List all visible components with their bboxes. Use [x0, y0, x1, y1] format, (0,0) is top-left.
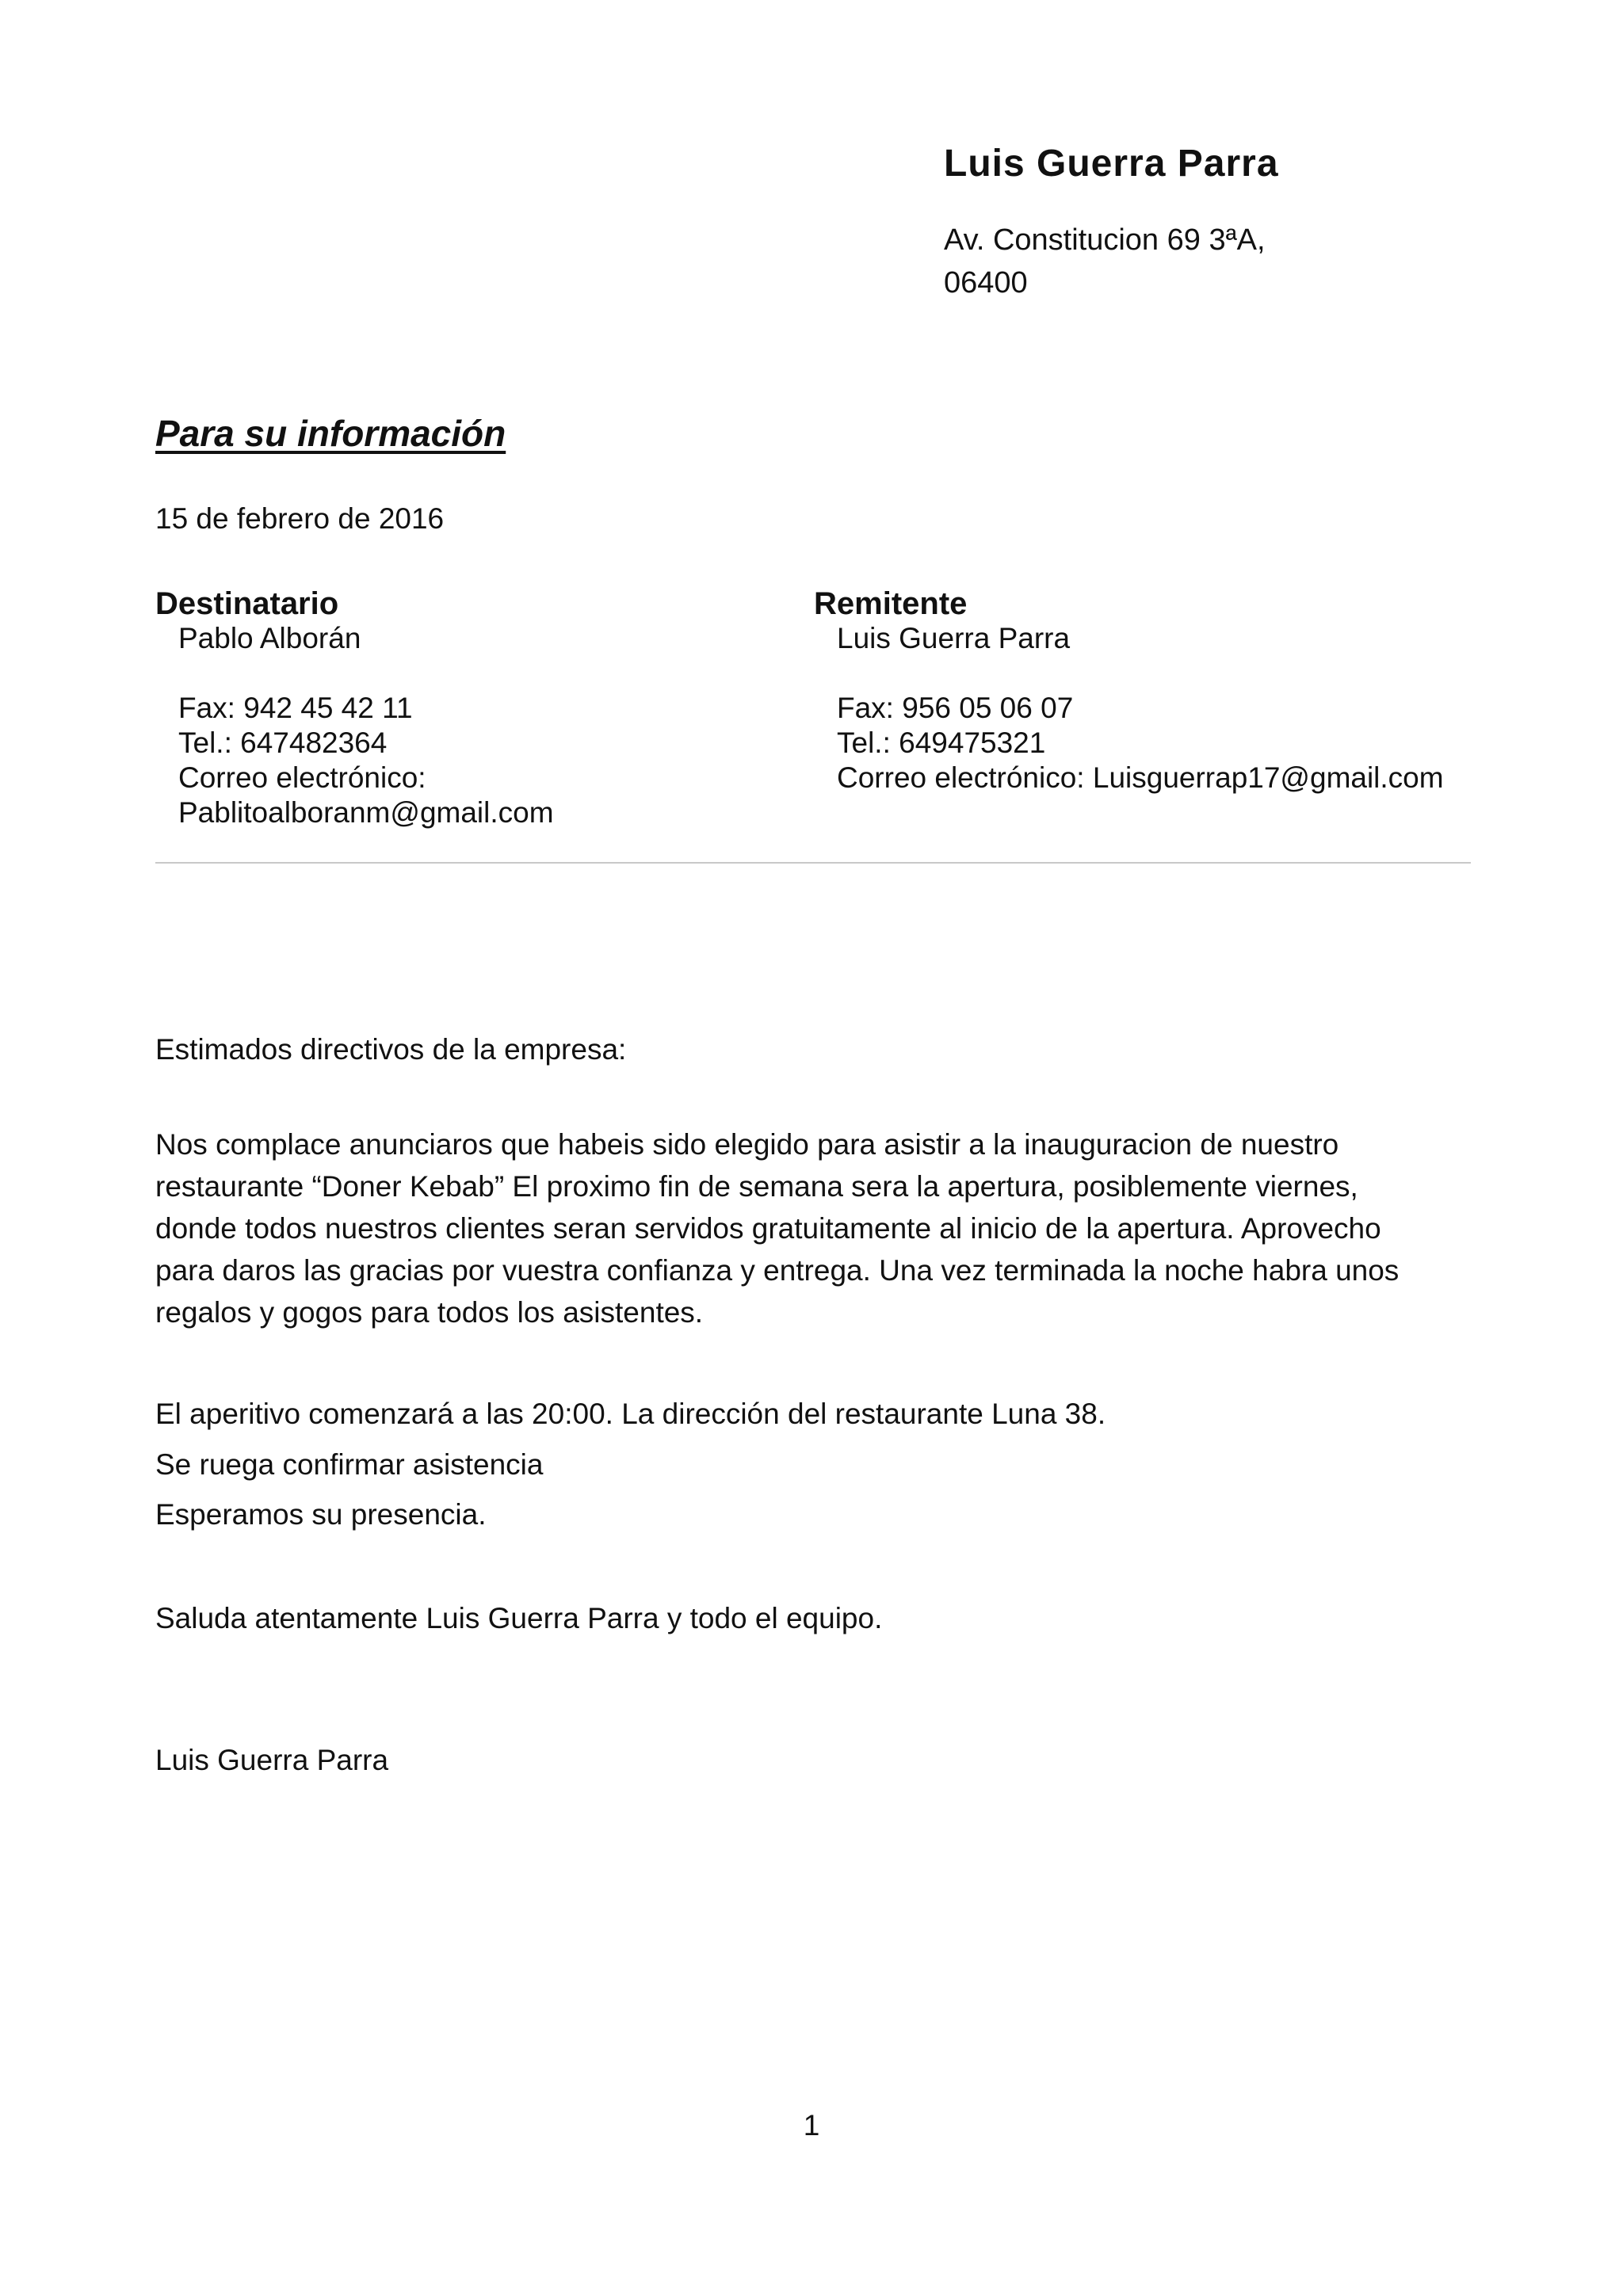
letterhead-address-line1: Av. Constitucion 69 3ªA,: [944, 223, 1266, 257]
paragraph-line: restaurante “Doner Kebab” El proximo fin de semana sera la apertura, posiblemente viernes,: [155, 1170, 1358, 1203]
document-title: Para su información: [155, 413, 506, 454]
letterhead: [944, 141, 1499, 304]
page-number: 1: [803, 2109, 820, 2142]
spacer: [178, 656, 805, 691]
sender-name: Luis Guerra Parra: [837, 622, 1071, 654]
letter-closing: Saluda atentamente Luis Guerra Parra y todo el equipo.: [155, 1602, 883, 1634]
recipient-details: [155, 621, 805, 830]
spacer: [837, 656, 1464, 691]
paragraph-line: Nos complace anunciaros que habeis sido elegido para asistir a la inauguracion de nuestro: [155, 1128, 1339, 1161]
sender-details: [814, 621, 1464, 795]
recipient-email-label: Correo electrónico:: [178, 761, 426, 794]
separator-line: [155, 862, 1471, 864]
letterhead-address-line2: 06400: [944, 265, 1028, 299]
letterhead-name: Luis Guerra Parra: [944, 143, 1279, 185]
recipient-block: [155, 586, 805, 830]
letter-aperitivo-line: El aperitivo comenzará a las 20:00. La dirección del restaurante Luna 38.: [155, 1398, 1106, 1430]
recipient-heading: Destinatario: [155, 586, 339, 621]
sender-fax: Fax: 956 05 06 07: [837, 692, 1074, 724]
sender-email: Correo electrónico: Luisguerrap17@gmail.com: [837, 761, 1444, 794]
letterhead-address: [944, 219, 1499, 304]
document-date: 15 de febrero de 2016: [155, 502, 445, 535]
paragraph-line: donde todos nuestros clientes seran servidos gratuitamente al inicio de la apertura. Aprovecho: [155, 1212, 1381, 1245]
recipient-tel: Tel.: 647482364: [178, 727, 388, 759]
recipient-email: Pablitoalboranm@gmail.com: [178, 796, 554, 829]
sender-block: [814, 586, 1464, 795]
sender-heading: Remitente: [814, 586, 968, 621]
paragraph-line: regalos y gogos para todos los asistentes.: [155, 1296, 704, 1329]
letter-salutation: Estimados directivos de la empresa:: [155, 1033, 627, 1066]
paragraph-line: para daros las gracias por vuestra confianza y entrega. Una vez terminada la noche habra unos: [155, 1254, 1400, 1287]
recipient-fax: Fax: 942 45 42 11: [178, 692, 413, 724]
letter-presence-line: Esperamos su presencia.: [155, 1498, 487, 1531]
letter-confirm-line: Se ruega confirmar asistencia: [155, 1448, 544, 1481]
letter-signature: Luis Guerra Parra: [155, 1744, 389, 1776]
sender-tel: Tel.: 649475321: [837, 727, 1046, 759]
recipient-name: Pablo Alborán: [178, 622, 361, 654]
letter-main-paragraph: [155, 1123, 1487, 1333]
